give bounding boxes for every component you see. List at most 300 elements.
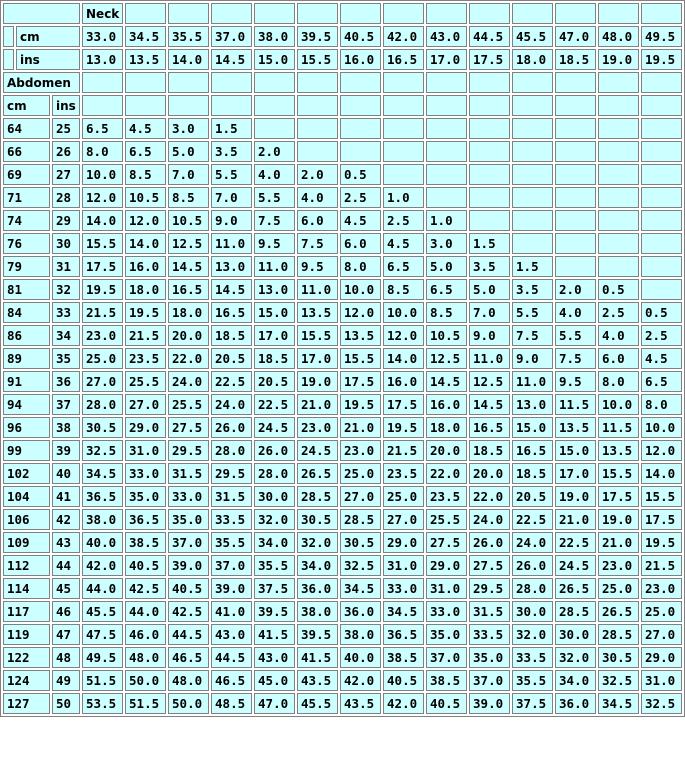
abdomen-ins-value: 46	[52, 601, 80, 622]
body-fat-value	[641, 233, 682, 254]
body-fat-value: 1.5	[469, 233, 510, 254]
abdomen-ins-value: 42	[52, 509, 80, 530]
body-fat-value: 6.0	[340, 233, 381, 254]
body-fat-value	[555, 141, 596, 162]
empty-cell	[426, 95, 467, 116]
body-fat-value: 17.0	[555, 463, 596, 484]
abdomen-cm-value: 96	[3, 417, 50, 438]
abdomen-cm-value: 114	[3, 578, 50, 599]
empty-cell	[598, 3, 639, 24]
body-fat-value: 14.5	[426, 371, 467, 392]
body-fat-value: 28.5	[297, 486, 338, 507]
neck-cm-value: 35.5	[168, 26, 209, 47]
neck-ins-row	[3, 49, 682, 70]
body-fat-value: 24.5	[297, 440, 338, 461]
body-fat-value: 31.5	[211, 486, 252, 507]
empty-cell	[555, 95, 596, 116]
table-row	[3, 394, 682, 415]
empty-cell	[168, 72, 209, 93]
body-fat-value	[512, 164, 553, 185]
body-fat-value: 23.5	[383, 463, 424, 484]
body-fat-value: 39.5	[297, 624, 338, 645]
body-fat-value: 4.0	[254, 164, 295, 185]
body-fat-value: 38.5	[383, 647, 424, 668]
body-fat-value: 53.5	[82, 693, 123, 714]
abdomen-label: Abdomen	[3, 72, 80, 93]
body-fat-value: 25.5	[168, 394, 209, 415]
body-fat-value: 1.5	[512, 256, 553, 277]
body-fat-value: 23.5	[125, 348, 166, 369]
body-fat-value	[555, 164, 596, 185]
body-fat-value	[598, 164, 639, 185]
body-fat-value: 16.5	[512, 440, 553, 461]
body-fat-value: 8.5	[168, 187, 209, 208]
body-fat-value: 36.0	[297, 578, 338, 599]
body-fat-value: 8.0	[641, 394, 682, 415]
body-fat-value: 37.5	[254, 578, 295, 599]
body-fat-value: 28.0	[82, 394, 123, 415]
body-fat-value: 27.5	[168, 417, 209, 438]
body-fat-value	[555, 210, 596, 231]
body-fat-value: 29.0	[641, 647, 682, 668]
abdomen-cm-value: 109	[3, 532, 50, 553]
abdomen-cm-value: 84	[3, 302, 50, 323]
body-fat-value: 15.5	[340, 348, 381, 369]
abdomen-cm-value: 64	[3, 118, 50, 139]
body-fat-value: 21.5	[125, 325, 166, 346]
body-fat-value: 21.5	[641, 555, 682, 576]
empty-cell	[211, 72, 252, 93]
body-fat-value: 16.5	[211, 302, 252, 323]
table-row	[3, 325, 682, 346]
empty-cell	[340, 95, 381, 116]
body-fat-value: 33.0	[125, 463, 166, 484]
body-fat-value: 10.0	[383, 302, 424, 323]
body-fat-value	[426, 118, 467, 139]
body-fat-value: 19.0	[555, 486, 596, 507]
empty-cell	[598, 72, 639, 93]
body-fat-value: 42.0	[383, 693, 424, 714]
abdomen-ins-value: 48	[52, 647, 80, 668]
neck-cm-value: 43.0	[426, 26, 467, 47]
body-fat-value: 17.0	[297, 348, 338, 369]
body-fat-value: 32.5	[641, 693, 682, 714]
abdomen-cm-value: 106	[3, 509, 50, 530]
body-fat-value: 40.0	[340, 647, 381, 668]
body-fat-value: 7.0	[211, 187, 252, 208]
abdomen-cm-value: 91	[3, 371, 50, 392]
body-fat-value: 20.0	[426, 440, 467, 461]
body-fat-value: 47.0	[254, 693, 295, 714]
body-fat-value: 37.0	[211, 555, 252, 576]
body-fat-value: 25.5	[426, 509, 467, 530]
body-fat-value: 30.5	[598, 647, 639, 668]
body-fat-value: 5.5	[555, 325, 596, 346]
body-fat-value: 29.0	[383, 532, 424, 553]
body-fat-value: 18.5	[512, 463, 553, 484]
table-row	[3, 532, 682, 553]
body-fat-value: 42.5	[168, 601, 209, 622]
body-fat-value: 17.5	[383, 394, 424, 415]
body-fat-value: 12.5	[168, 233, 209, 254]
body-fat-value	[598, 233, 639, 254]
abdomen-ins-value: 29	[52, 210, 80, 231]
body-fat-value: 11.0	[211, 233, 252, 254]
body-fat-value: 7.0	[469, 302, 510, 323]
body-fat-value: 29.0	[125, 417, 166, 438]
body-fat-value: 23.0	[82, 325, 123, 346]
abdomen-cm-value: 94	[3, 394, 50, 415]
empty-cell	[211, 3, 252, 24]
neck-ins-value: 16.0	[340, 49, 381, 70]
body-fat-value: 28.5	[555, 601, 596, 622]
body-fat-value: 12.0	[125, 210, 166, 231]
empty-cell	[512, 3, 553, 24]
body-fat-value	[383, 164, 424, 185]
body-fat-value	[555, 187, 596, 208]
abdomen-cm-label: cm	[3, 95, 50, 116]
body-fat-value: 16.0	[125, 256, 166, 277]
body-fat-value: 22.5	[254, 394, 295, 415]
table-row	[3, 141, 682, 162]
body-fat-value: 35.0	[426, 624, 467, 645]
body-fat-value: 32.0	[512, 624, 553, 645]
body-fat-value	[426, 187, 467, 208]
body-fat-value: 1.0	[426, 210, 467, 231]
abdomen-ins-value: 43	[52, 532, 80, 553]
body-fat-value: 38.5	[125, 532, 166, 553]
body-fat-value: 21.5	[82, 302, 123, 323]
body-fat-value: 25.0	[641, 601, 682, 622]
body-fat-value	[598, 187, 639, 208]
body-fat-value: 27.0	[641, 624, 682, 645]
body-fat-value: 40.5	[168, 578, 209, 599]
body-fat-value: 47.5	[82, 624, 123, 645]
body-fat-value: 24.5	[254, 417, 295, 438]
body-fat-value: 19.0	[297, 371, 338, 392]
body-fat-value: 8.5	[125, 164, 166, 185]
empty-cell	[211, 95, 252, 116]
body-fat-value: 34.5	[82, 463, 123, 484]
body-fat-value: 14.0	[383, 348, 424, 369]
neck-ins-value: 15.0	[254, 49, 295, 70]
abdomen-cm-value: 79	[3, 256, 50, 277]
body-fat-value: 17.5	[340, 371, 381, 392]
body-fat-value: 30.5	[82, 417, 123, 438]
body-fat-value: 8.0	[598, 371, 639, 392]
empty-cell	[168, 95, 209, 116]
body-fat-value: 8.0	[82, 141, 123, 162]
body-fat-value	[641, 256, 682, 277]
body-fat-value: 18.5	[211, 325, 252, 346]
abdomen-ins-value: 26	[52, 141, 80, 162]
body-fat-value: 44.5	[168, 624, 209, 645]
table-row	[3, 555, 682, 576]
body-fat-value: 32.0	[555, 647, 596, 668]
body-fat-value: 34.0	[297, 555, 338, 576]
neck-ins-value: 14.5	[211, 49, 252, 70]
body-fat-value: 17.5	[598, 486, 639, 507]
body-fat-value: 10.0	[641, 417, 682, 438]
table-row	[3, 256, 682, 277]
body-fat-value	[641, 118, 682, 139]
neck-ins-value: 18.0	[512, 49, 553, 70]
body-fat-value: 4.5	[125, 118, 166, 139]
body-fat-value: 6.5	[641, 371, 682, 392]
body-fat-value: 24.0	[469, 509, 510, 530]
body-fat-value: 2.5	[383, 210, 424, 231]
body-fat-value: 37.0	[426, 647, 467, 668]
body-fat-value: 10.0	[598, 394, 639, 415]
body-fat-value: 29.5	[211, 463, 252, 484]
body-fat-value: 22.5	[555, 532, 596, 553]
body-fat-value: 20.0	[469, 463, 510, 484]
body-fat-value: 31.0	[426, 578, 467, 599]
body-fat-value: 13.5	[555, 417, 596, 438]
abdomen-ins-value: 37	[52, 394, 80, 415]
body-fat-value	[469, 210, 510, 231]
body-fat-value: 2.0	[297, 164, 338, 185]
empty-cell	[383, 72, 424, 93]
body-fat-value: 39.0	[469, 693, 510, 714]
abdomen-ins-value: 25	[52, 118, 80, 139]
empty-cell	[469, 3, 510, 24]
body-fat-value	[383, 118, 424, 139]
body-fat-value	[641, 187, 682, 208]
abdomen-cm-value: 122	[3, 647, 50, 668]
body-fat-value: 40.5	[383, 670, 424, 691]
body-fat-value: 30.5	[340, 532, 381, 553]
body-fat-value: 43.5	[297, 670, 338, 691]
body-fat-value: 20.5	[254, 371, 295, 392]
body-fat-value: 27.0	[82, 371, 123, 392]
table-row	[3, 440, 682, 461]
body-fat-value	[469, 141, 510, 162]
body-fat-value: 30.5	[297, 509, 338, 530]
body-fat-value: 19.5	[82, 279, 123, 300]
body-fat-value: 13.5	[598, 440, 639, 461]
abdomen-ins-value: 39	[52, 440, 80, 461]
body-fat-value: 21.5	[383, 440, 424, 461]
body-fat-value: 24.0	[211, 394, 252, 415]
body-fat-value: 28.0	[512, 578, 553, 599]
body-fat-value: 37.5	[512, 693, 553, 714]
body-fat-value	[340, 141, 381, 162]
body-fat-value: 7.5	[512, 325, 553, 346]
body-fat-value: 31.5	[168, 463, 209, 484]
body-fat-value: 31.0	[383, 555, 424, 576]
body-fat-value: 14.5	[469, 394, 510, 415]
neck-ins-value: 13.0	[82, 49, 123, 70]
body-fat-value	[512, 118, 553, 139]
body-fat-value: 41.0	[211, 601, 252, 622]
body-fat-value: 13.5	[340, 325, 381, 346]
body-fat-value: 3.5	[469, 256, 510, 277]
table-row	[3, 509, 682, 530]
neck-cm-value: 40.5	[340, 26, 381, 47]
body-fat-value: 16.5	[168, 279, 209, 300]
body-fat-value: 22.0	[168, 348, 209, 369]
body-fat-value: 21.0	[297, 394, 338, 415]
body-fat-value: 33.5	[211, 509, 252, 530]
body-fat-value: 21.0	[340, 417, 381, 438]
neck-ins-value: 18.5	[555, 49, 596, 70]
body-fat-value: 2.0	[254, 141, 295, 162]
body-fat-value: 16.0	[426, 394, 467, 415]
body-fat-value: 2.5	[641, 325, 682, 346]
abdomen-ins-value: 33	[52, 302, 80, 323]
empty-cell	[469, 95, 510, 116]
body-fat-value: 9.0	[469, 325, 510, 346]
body-fat-value	[340, 118, 381, 139]
body-fat-value: 19.5	[125, 302, 166, 323]
body-fat-value: 34.5	[598, 693, 639, 714]
body-fat-value: 12.0	[641, 440, 682, 461]
body-fat-value: 46.5	[168, 647, 209, 668]
abdomen-cm-value: 69	[3, 164, 50, 185]
body-fat-value: 7.0	[168, 164, 209, 185]
body-fat-value: 9.0	[512, 348, 553, 369]
body-fat-value: 33.0	[383, 578, 424, 599]
body-fat-value: 28.5	[598, 624, 639, 645]
body-fat-value: 15.0	[254, 302, 295, 323]
body-fat-value: 27.5	[469, 555, 510, 576]
body-fat-value: 18.0	[426, 417, 467, 438]
body-fat-value: 43.0	[254, 647, 295, 668]
body-fat-value: 18.0	[168, 302, 209, 323]
empty-cell	[168, 3, 209, 24]
body-fat-value: 2.0	[555, 279, 596, 300]
body-fat-value: 32.0	[254, 509, 295, 530]
empty-cell	[555, 72, 596, 93]
body-fat-value: 31.5	[469, 601, 510, 622]
body-fat-value: 30.0	[555, 624, 596, 645]
body-fat-value: 5.5	[254, 187, 295, 208]
table-row	[3, 210, 682, 231]
neck-cm-value: 33.0	[82, 26, 123, 47]
abdomen-ins-value: 31	[52, 256, 80, 277]
body-fat-value: 38.5	[426, 670, 467, 691]
body-fat-value: 51.5	[125, 693, 166, 714]
body-fat-value: 12.0	[340, 302, 381, 323]
abdomen-cm-value: 127	[3, 693, 50, 714]
body-fat-value	[598, 118, 639, 139]
body-fat-value: 10.0	[82, 164, 123, 185]
abdomen-ins-value: 47	[52, 624, 80, 645]
abdomen-ins-value: 27	[52, 164, 80, 185]
body-fat-value: 3.0	[168, 118, 209, 139]
empty-cell	[598, 95, 639, 116]
body-fat-value: 26.0	[512, 555, 553, 576]
empty-cell	[125, 95, 166, 116]
body-fat-value: 6.5	[383, 256, 424, 277]
table-row	[3, 371, 682, 392]
empty-cell	[82, 72, 123, 93]
body-fat-value: 29.0	[426, 555, 467, 576]
empty-cell	[125, 3, 166, 24]
body-fat-value: 50.0	[125, 670, 166, 691]
empty-cell	[469, 72, 510, 93]
body-fat-value: 27.0	[125, 394, 166, 415]
body-fat-value: 32.0	[297, 532, 338, 553]
body-fat-value: 42.0	[340, 670, 381, 691]
table-row	[3, 670, 682, 691]
body-fat-value: 4.0	[297, 187, 338, 208]
body-fat-value: 34.0	[555, 670, 596, 691]
body-fat-value: 0.5	[340, 164, 381, 185]
abdomen-cm-value: 81	[3, 279, 50, 300]
body-fat-value	[469, 164, 510, 185]
abdomen-ins-value: 49	[52, 670, 80, 691]
empty-cell	[340, 3, 381, 24]
body-fat-value: 5.5	[211, 164, 252, 185]
body-fat-value: 9.5	[297, 256, 338, 277]
body-fat-value	[598, 256, 639, 277]
neck-cm-value: 39.5	[297, 26, 338, 47]
body-fat-value: 27.5	[426, 532, 467, 553]
body-fat-value: 1.0	[383, 187, 424, 208]
body-fat-value: 11.0	[512, 371, 553, 392]
body-fat-value: 2.5	[598, 302, 639, 323]
abdomen-ins-value: 41	[52, 486, 80, 507]
body-fat-value: 27.0	[340, 486, 381, 507]
body-fat-value: 26.5	[297, 463, 338, 484]
body-fat-value: 6.5	[82, 118, 123, 139]
body-fat-value: 14.5	[211, 279, 252, 300]
body-fat-value: 40.0	[82, 532, 123, 553]
empty-cell	[512, 72, 553, 93]
body-fat-value: 25.0	[340, 463, 381, 484]
body-fat-value: 32.5	[82, 440, 123, 461]
body-fat-value: 30.0	[512, 601, 553, 622]
body-fat-value: 36.5	[383, 624, 424, 645]
body-fat-value	[641, 141, 682, 162]
body-fat-value: 7.5	[297, 233, 338, 254]
body-fat-value: 26.5	[555, 578, 596, 599]
body-fat-value	[426, 164, 467, 185]
body-fat-value: 38.0	[297, 601, 338, 622]
body-fat-value: 0.5	[641, 302, 682, 323]
body-fat-value: 37.0	[168, 532, 209, 553]
body-fat-value: 35.0	[469, 647, 510, 668]
body-fat-value: 22.5	[512, 509, 553, 530]
body-fat-value: 26.0	[254, 440, 295, 461]
body-fat-value	[383, 141, 424, 162]
body-fat-value: 8.0	[340, 256, 381, 277]
body-fat-value: 15.5	[598, 463, 639, 484]
body-fat-value: 11.5	[598, 417, 639, 438]
body-fat-value: 14.0	[82, 210, 123, 231]
body-fat-value: 46.0	[125, 624, 166, 645]
empty-cell	[641, 72, 682, 93]
body-fat-value: 48.0	[168, 670, 209, 691]
abdomen-cm-value: 119	[3, 624, 50, 645]
body-fat-value: 12.0	[82, 187, 123, 208]
neck-ins-label: ins	[16, 49, 80, 70]
body-fat-value: 34.5	[340, 578, 381, 599]
body-fat-value: 21.0	[555, 509, 596, 530]
spacer-cell	[3, 26, 14, 47]
abdomen-cm-value: 112	[3, 555, 50, 576]
table-row	[3, 164, 682, 185]
table-row	[3, 601, 682, 622]
spacer-cell	[3, 49, 14, 70]
body-fat-value: 30.0	[254, 486, 295, 507]
body-fat-value	[512, 141, 553, 162]
body-fat-value: 49.5	[82, 647, 123, 668]
body-fat-value: 8.5	[426, 302, 467, 323]
body-fat-value: 12.5	[426, 348, 467, 369]
